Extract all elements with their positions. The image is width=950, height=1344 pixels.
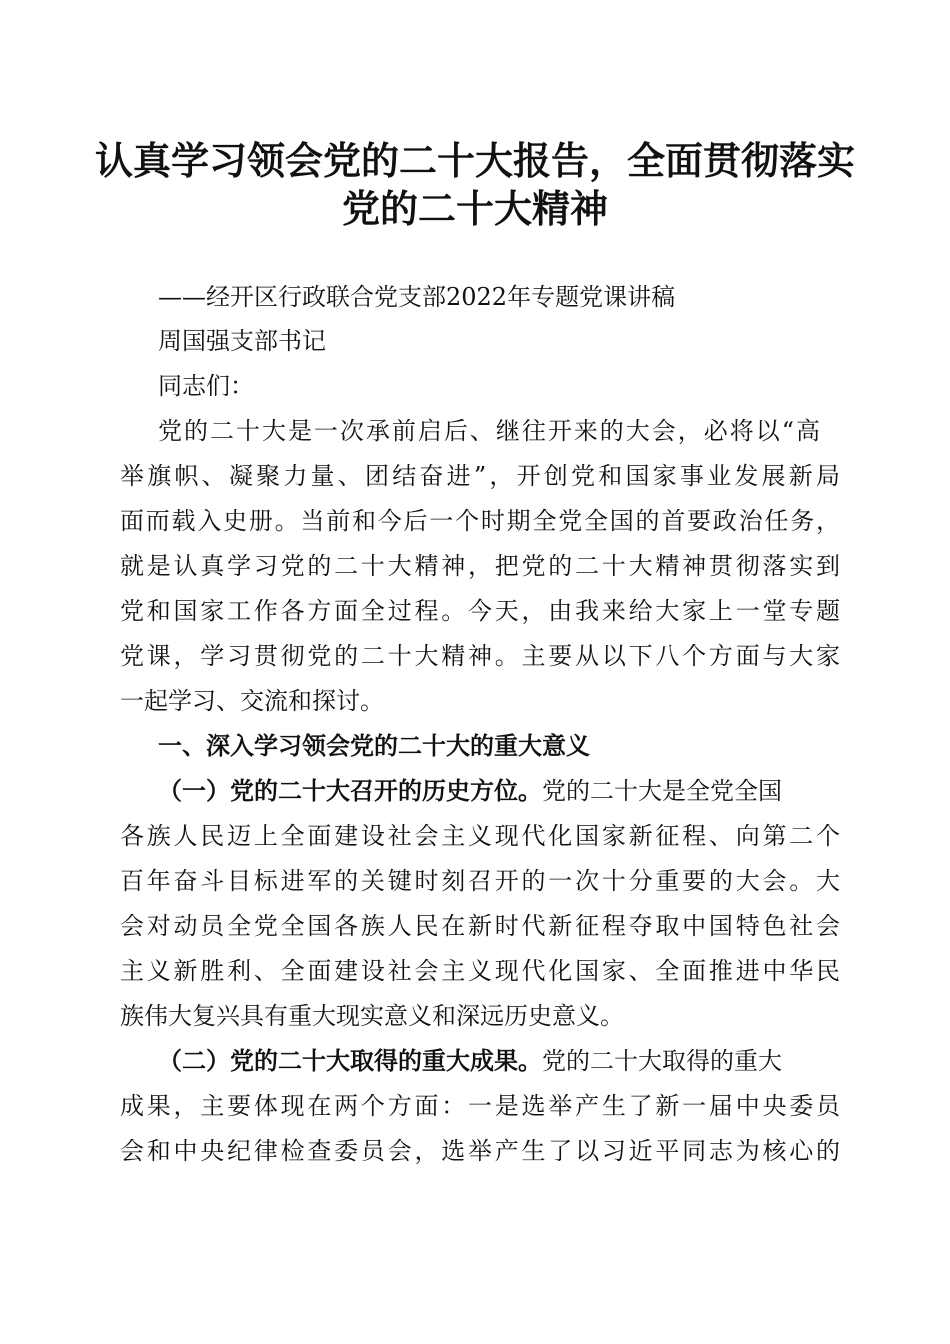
subsection-first-line bbox=[158, 776, 820, 806]
paragraph-line: 党的二十大是一次承前启后、继往开来的大会，必将以“高 bbox=[158, 417, 820, 445]
subsection-first-line bbox=[158, 1046, 820, 1076]
paragraph-line: 举旗帜、凝聚力量、团结奋进”，开创党和国家事业发展新局 bbox=[120, 462, 840, 490]
paragraph-line: 党课，学习贯彻党的二十大精神。主要从以下八个方面与大家 bbox=[120, 642, 840, 670]
paragraph-line: 成果，主要体现在两个方面：一是选举产生了新一届中央委员 bbox=[120, 1092, 840, 1120]
paragraph-line: 百年奋斗目标进军的关键时刻召开的一次十分重要的大会。大 bbox=[120, 867, 840, 895]
paragraph-line: 面而载入史册。当前和今后一个时期全党全国的首要政治任务， bbox=[120, 507, 840, 535]
section-heading: 一、深入学习领会党的二十大的重大意义 bbox=[158, 732, 590, 760]
document-title-line-1: 认真学习领会党的二十大报告，全面贯彻落实 bbox=[94, 138, 855, 183]
document-title-line-2: 党的二十大精神 bbox=[341, 186, 608, 231]
paragraph-line: 会对动员全党全国各族人民在新时代新征程夺取中国特色社会 bbox=[120, 912, 840, 940]
subsection-text: 党的二十大是全党全国 bbox=[542, 777, 782, 805]
paragraph-line: 会和中央纪律检查委员会，选举产生了以习近平同志为核心的 bbox=[120, 1137, 840, 1165]
document-subtitle: ——经开区行政联合党支部2022年专题党课讲稿 bbox=[158, 283, 676, 311]
subsection-heading: （二）党的二十大取得的重大成果。 bbox=[158, 1046, 542, 1075]
paragraph-line: 就是认真学习党的二十大精神，把党的二十大精神贯彻落实到 bbox=[120, 552, 840, 580]
salutation: 同志们： bbox=[158, 372, 254, 400]
paragraph-line: 族伟大复兴具有重大现实意义和深远历史意义。 bbox=[120, 1002, 624, 1030]
speaker-line: 周国强支部书记 bbox=[158, 327, 326, 355]
paragraph-line: 党和国家工作各方面全过程。今天，由我来给大家上一堂专题 bbox=[120, 597, 840, 625]
subsection-heading: （一）党的二十大召开的历史方位。 bbox=[158, 776, 542, 805]
subsection-text: 党的二十大取得的重大 bbox=[542, 1047, 782, 1075]
paragraph-line: 主义新胜利、全面建设社会主义现代化国家、全面推进中华民 bbox=[120, 957, 840, 985]
paragraph-line: 各族人民迈上全面建设社会主义现代化国家新征程、向第二个 bbox=[120, 822, 840, 850]
paragraph-line: 一起学习、交流和探讨。 bbox=[120, 687, 384, 715]
